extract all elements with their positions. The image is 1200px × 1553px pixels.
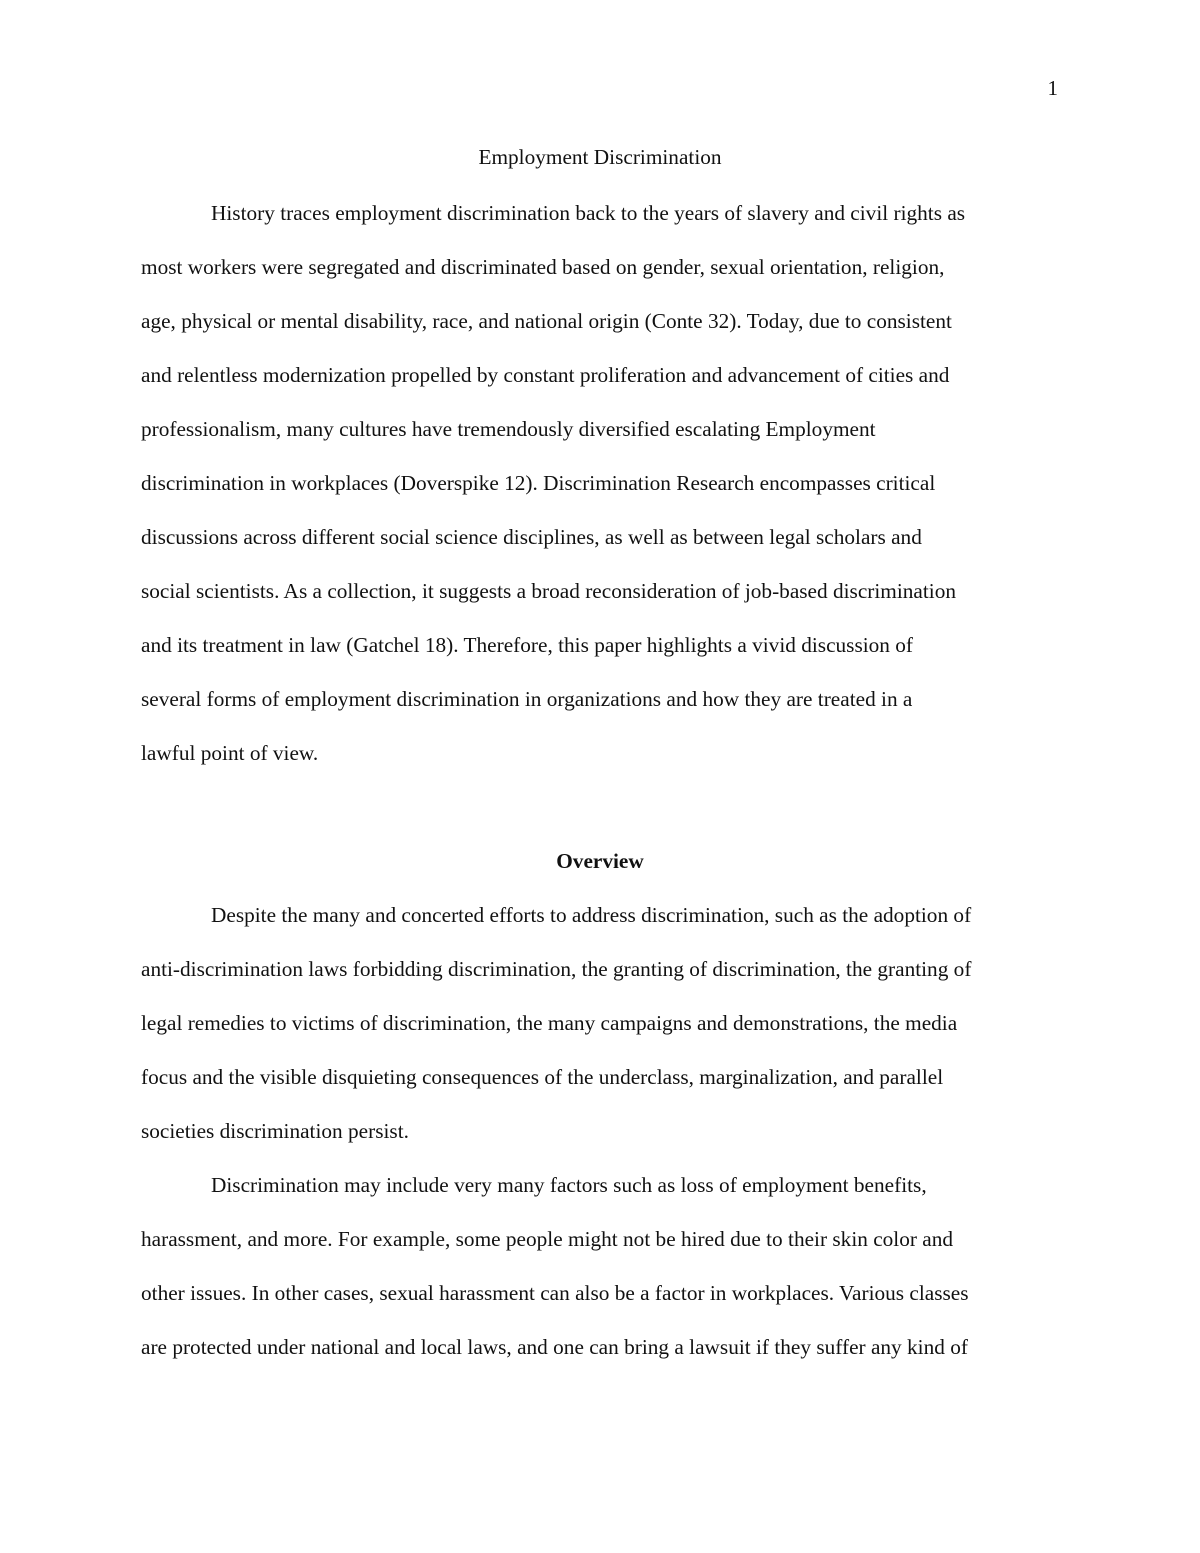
text-line: most workers were segregated and discriminated based on gender, sexual orientation, religion, <box>141 255 945 279</box>
text-line: social scientists. As a collection, it suggests a broad reconsideration of job-based discrimination <box>141 579 957 603</box>
text-line: harassment, and more. For example, some people might not be hired due to their skin color and <box>141 1227 954 1251</box>
intro-paragraph <box>141 186 1059 780</box>
document-body <box>141 142 1059 1374</box>
text-line: History traces employment discrimination back to the years of slavery and civil rights as <box>211 201 966 225</box>
page-number: 1 <box>1047 76 1058 100</box>
section-heading-overview: Overview <box>556 849 644 873</box>
text-line: legal remedies to victims of discrimination, the many campaigns and demonstrations, the media <box>141 1011 958 1035</box>
overview-paragraph-1 <box>141 888 1059 1158</box>
text-line: professionalism, many cultures have tremendously diversified escalating Employment <box>141 417 876 441</box>
text-line: Despite the many and concerted efforts to address discrimination, such as the adoption of <box>211 903 972 927</box>
text-line: several forms of employment discrimination in organizations and how they are treated in a <box>141 687 913 711</box>
text-line: anti-discrimination laws forbidding discrimination, the granting of discrimination, the granting of <box>141 957 972 981</box>
text-line: focus and the visible disquieting consequences of the underclass, marginalization, and parallel <box>141 1065 944 1089</box>
text-line: other issues. In other cases, sexual harassment can also be a factor in workplaces. Various classes <box>141 1281 969 1305</box>
document-title: Employment Discrimination <box>478 145 722 169</box>
text-line: and its treatment in law (Gatchel 18). Therefore, this paper highlights a vivid discussion of <box>141 633 914 657</box>
text-line: discrimination in workplaces (Doverspike 12). Discrimination Research encompasses critical <box>141 471 936 495</box>
text-line: age, physical or mental disability, race, and national origin (Conte 32). Today, due to consistent <box>141 309 952 333</box>
text-line: and relentless modernization propelled by constant proliferation and advancement of cities and <box>141 363 950 387</box>
text-line: societies discrimination persist. <box>141 1119 409 1143</box>
text-line: lawful point of view. <box>141 741 319 765</box>
overview-paragraph-2 <box>141 1158 1059 1374</box>
text-line: discussions across different social science disciplines, as well as between legal scholars and <box>141 525 922 549</box>
text-line: Discrimination may include very many factors such as loss of employment benefits, <box>211 1173 927 1197</box>
text-line: are protected under national and local laws, and one can bring a lawsuit if they suffer any kind of <box>141 1335 968 1359</box>
